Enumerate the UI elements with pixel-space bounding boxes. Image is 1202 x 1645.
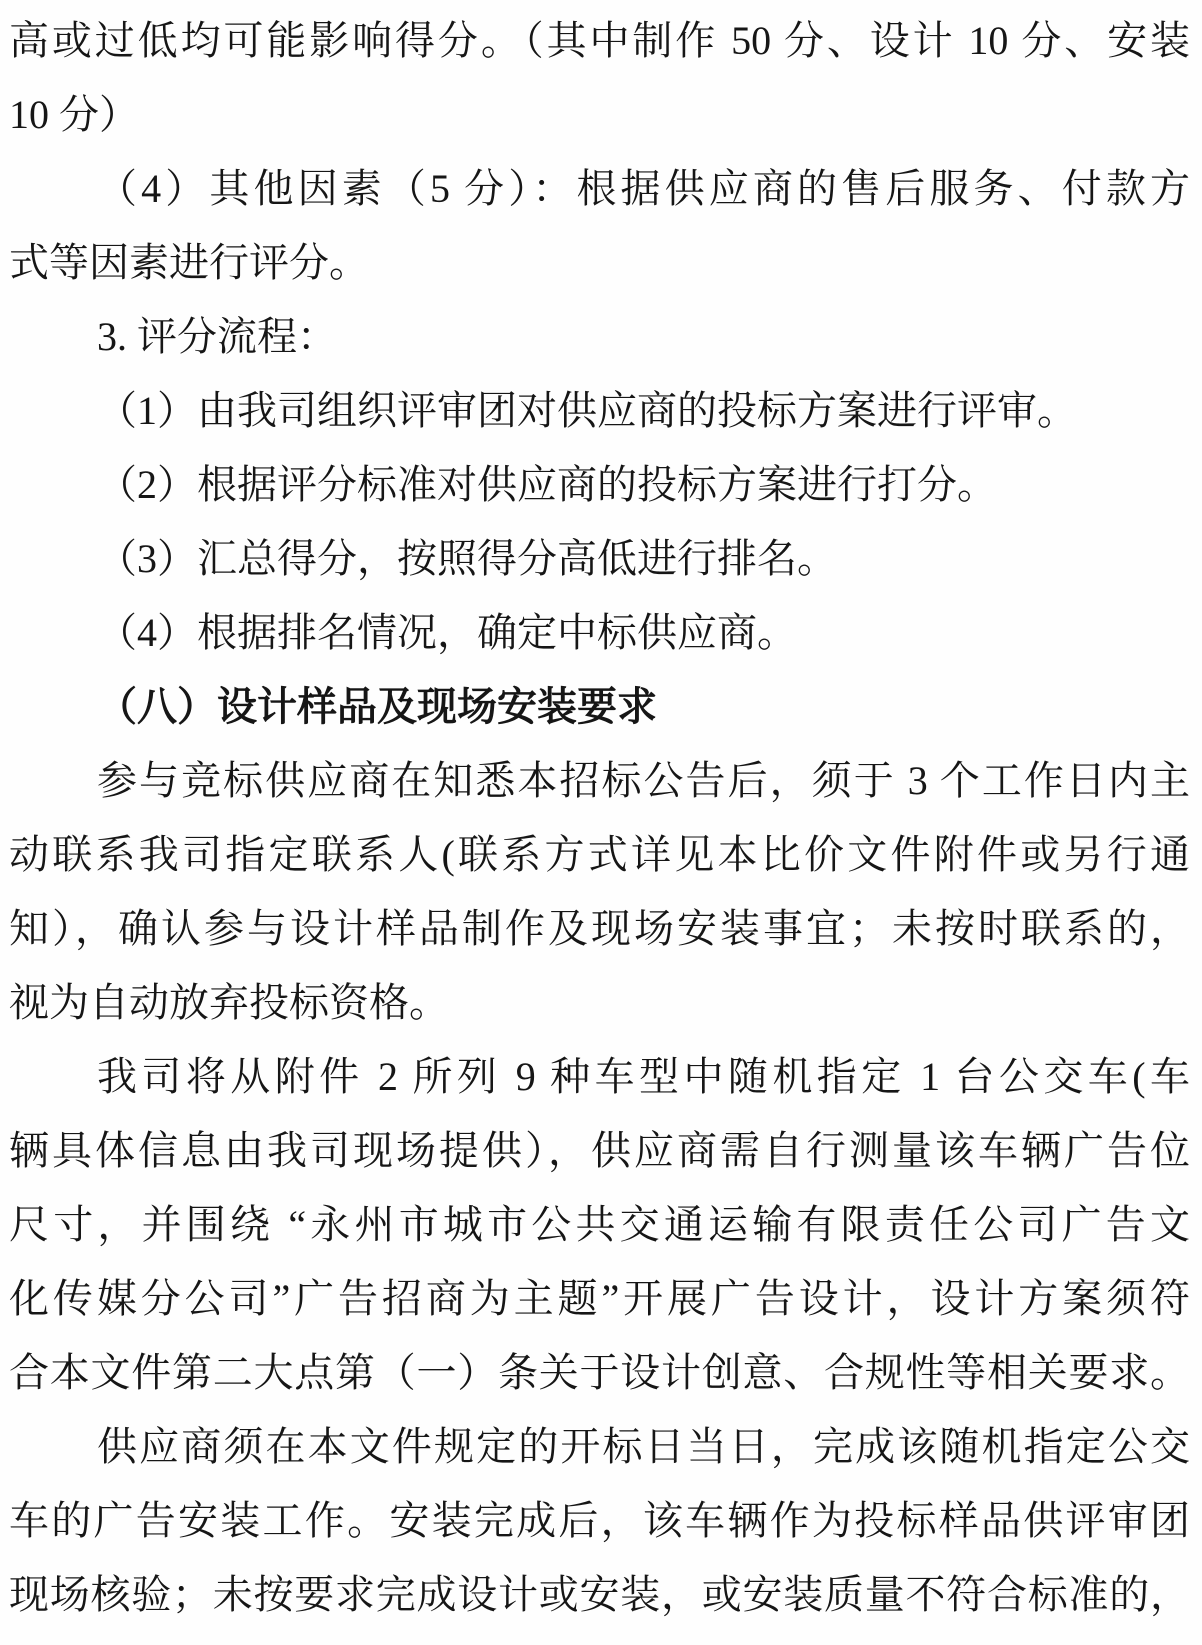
document-line: 尺寸，并围绕 “永州市城市公共交通运输有限责任公司广告文 — [9, 1202, 1190, 1247]
document-line: 参与竞标供应商在知悉本招标公告后，须于 3 个工作日内主 — [97, 758, 1190, 803]
document-line: （4）其他因素（5 分）：根据供应商的售后服务、付款方 — [97, 166, 1190, 211]
document-line: 知），确认参与设计样品制作及现场安装事宜；未按时联系的， — [9, 906, 1190, 951]
document-line: 合本文件第二大点第（一）条关于设计创意、合规性等相关要求。 — [9, 1350, 1190, 1395]
document-line: 3. 评分流程： — [97, 314, 337, 359]
document-line: 10 分） — [9, 92, 139, 137]
document-body — [9, 4, 1190, 1632]
document-line: （3）汇总得分，按照得分高低进行排名。 — [97, 536, 837, 581]
document-line: （4）根据排名情况，确定中标供应商。 — [97, 610, 797, 655]
document-line: （2）根据评分标准对供应商的投标方案进行打分。 — [97, 462, 997, 507]
document-line: （1）由我司组织评审团对供应商的投标方案进行评审。 — [97, 388, 1077, 433]
document-line: 车的广告安装工作。安装完成后，该车辆作为投标样品供评审团 — [9, 1498, 1190, 1543]
document-line: 辆具体信息由我司现场提供），供应商需自行测量该车辆广告位 — [9, 1128, 1190, 1173]
document-line: 化传媒分公司”广告招商为主题”开展广告设计，设计方案须符 — [9, 1276, 1190, 1321]
document-line: 动联系我司指定联系人(联系方式详见本比价文件附件或另行通 — [9, 832, 1190, 877]
document-line: 现场核验；未按要求完成设计或安装，或安装质量不符合标准的， — [9, 1572, 1190, 1617]
document-line: 我司将从附件 2 所列 9 种车型中随机指定 1 台公交车(车 — [97, 1054, 1190, 1099]
document-line: 高或过低均可能影响得分。（其中制作 50 分、设计 10 分、安装 — [9, 18, 1190, 63]
document-line: 式等因素进行评分。 — [9, 240, 369, 285]
document-line: 供应商须在本文件规定的开标日当日，完成该随机指定公交 — [97, 1424, 1190, 1469]
document-line: 视为自动放弃投标资格。 — [9, 980, 449, 1025]
section-heading: （八）设计样品及现场安装要求 — [97, 684, 657, 729]
